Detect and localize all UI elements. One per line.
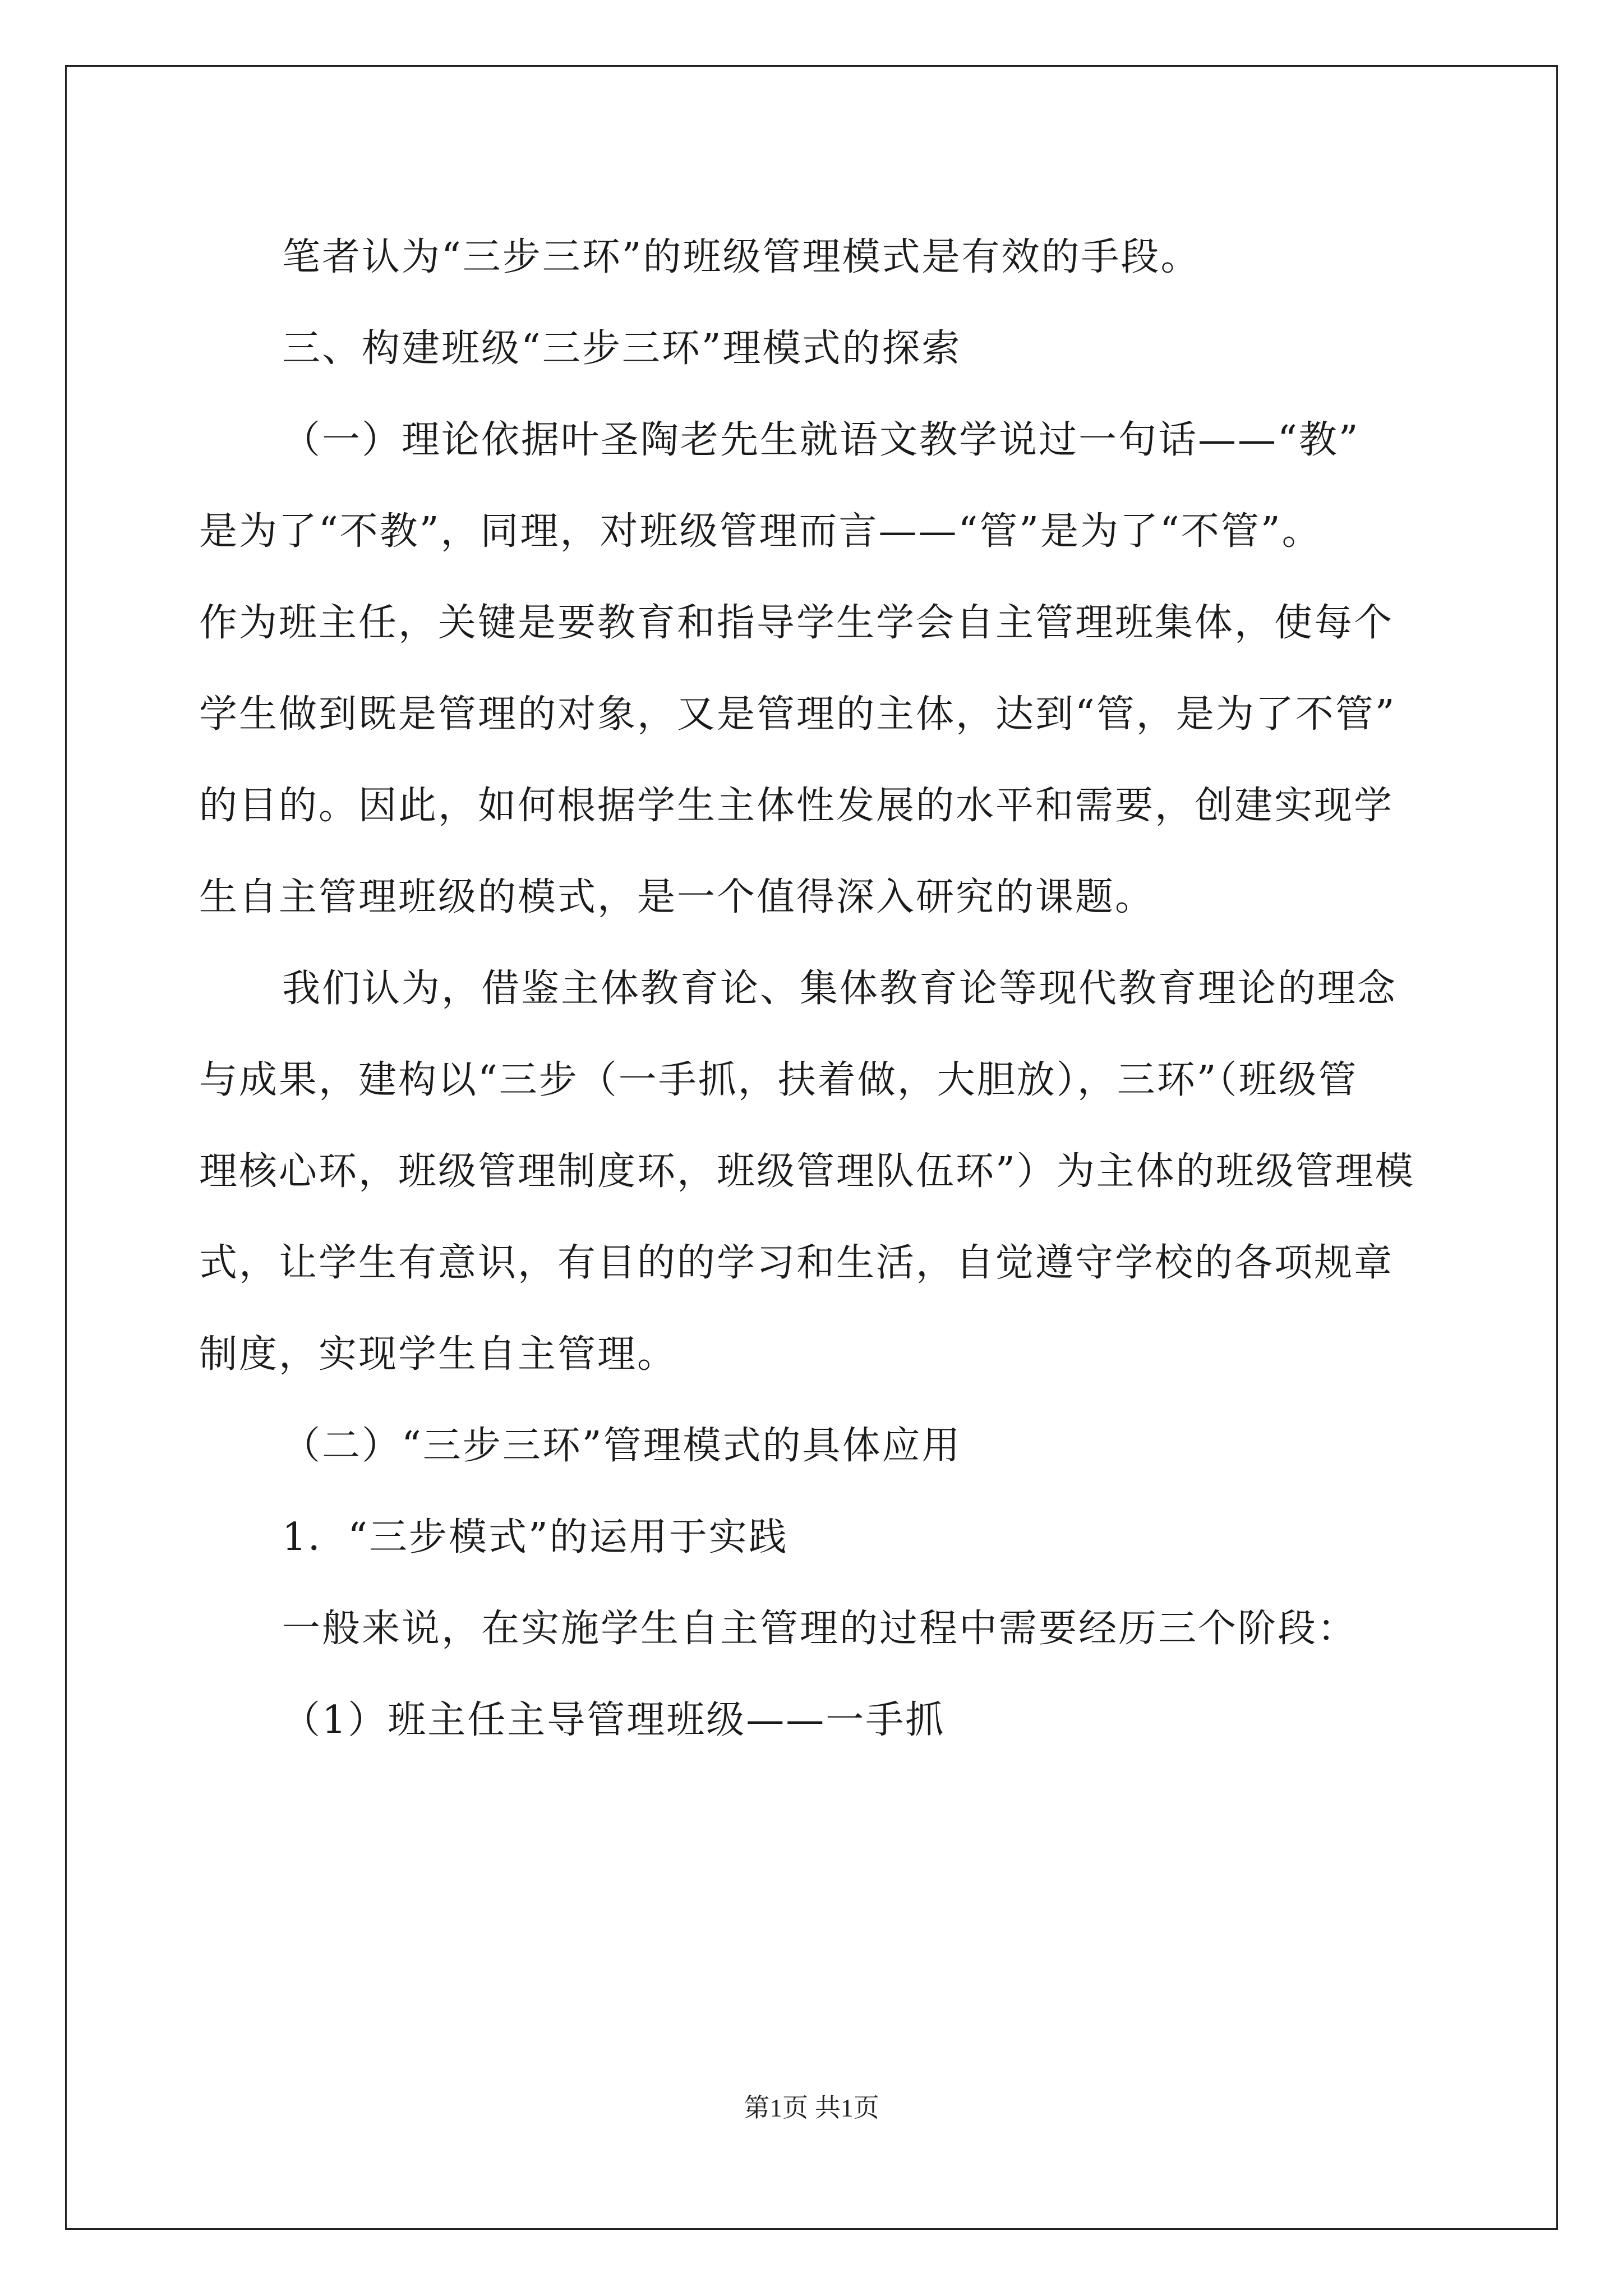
paragraph-line: 生自主管理班级的模式，是一个值得深入研究的课题。 (199, 875, 1155, 919)
paragraph-line: 式，让学生有意识，有目的的学习和生活，自觉遵守学校的各项规章 (199, 1241, 1394, 1285)
paragraph-line: 制度，实现学生自主管理。 (199, 1332, 677, 1377)
page-footer: 第1页 共1页 (744, 2093, 879, 2122)
paragraph-line: 学生做到既是管理的对象，又是管理的主体，达到“管，是为了不管” (199, 692, 1396, 737)
document-body (199, 211, 1426, 1766)
paragraph-line: 的目的。因此，如何根据学生主体性发展的水平和需要，创建实现学 (199, 784, 1394, 828)
paragraph-line: 与成果，建构以“三步（一手抓，扶着做，大胆放），三环”（班级管 (199, 1058, 1358, 1102)
stage-item: （1）班主任主导管理班级——一手抓 (282, 1698, 946, 1742)
paragraph-line: 我们认为，借鉴主体教育论、集体教育论等现代教育理论的理念 (282, 967, 1398, 1011)
paragraph-line: 是为了“不教”，同理，对班级管理而言——“管”是为了“不管”。 (199, 509, 1322, 554)
paragraph-line: 一般来说，在实施学生自主管理的过程中需要经历三个阶段： (282, 1607, 1358, 1651)
section-heading: 三、构建班级“三步三环”理模式的探索 (282, 326, 962, 371)
paragraph-line: 作为班主任，关键是要教育和指导学生学会自主管理班集体，使每个 (199, 601, 1394, 645)
subsection-heading: （二）“三步三环”管理模式的具体应用 (282, 1424, 962, 1468)
numbered-heading: 1．“三步模式”的运用于实践 (282, 1515, 789, 1559)
subsection-heading-line: （一）理论依据叶圣陶老先生就语文教学说过一句话——“教” (282, 418, 1360, 462)
paragraph-line: 笔者认为“三步三环”的班级管理模式是有效的手段。 (282, 235, 1201, 279)
paragraph-line: 理核心环，班级管理制度环，班级管理队伍环”）为主体的班级管理模 (199, 1149, 1415, 1194)
